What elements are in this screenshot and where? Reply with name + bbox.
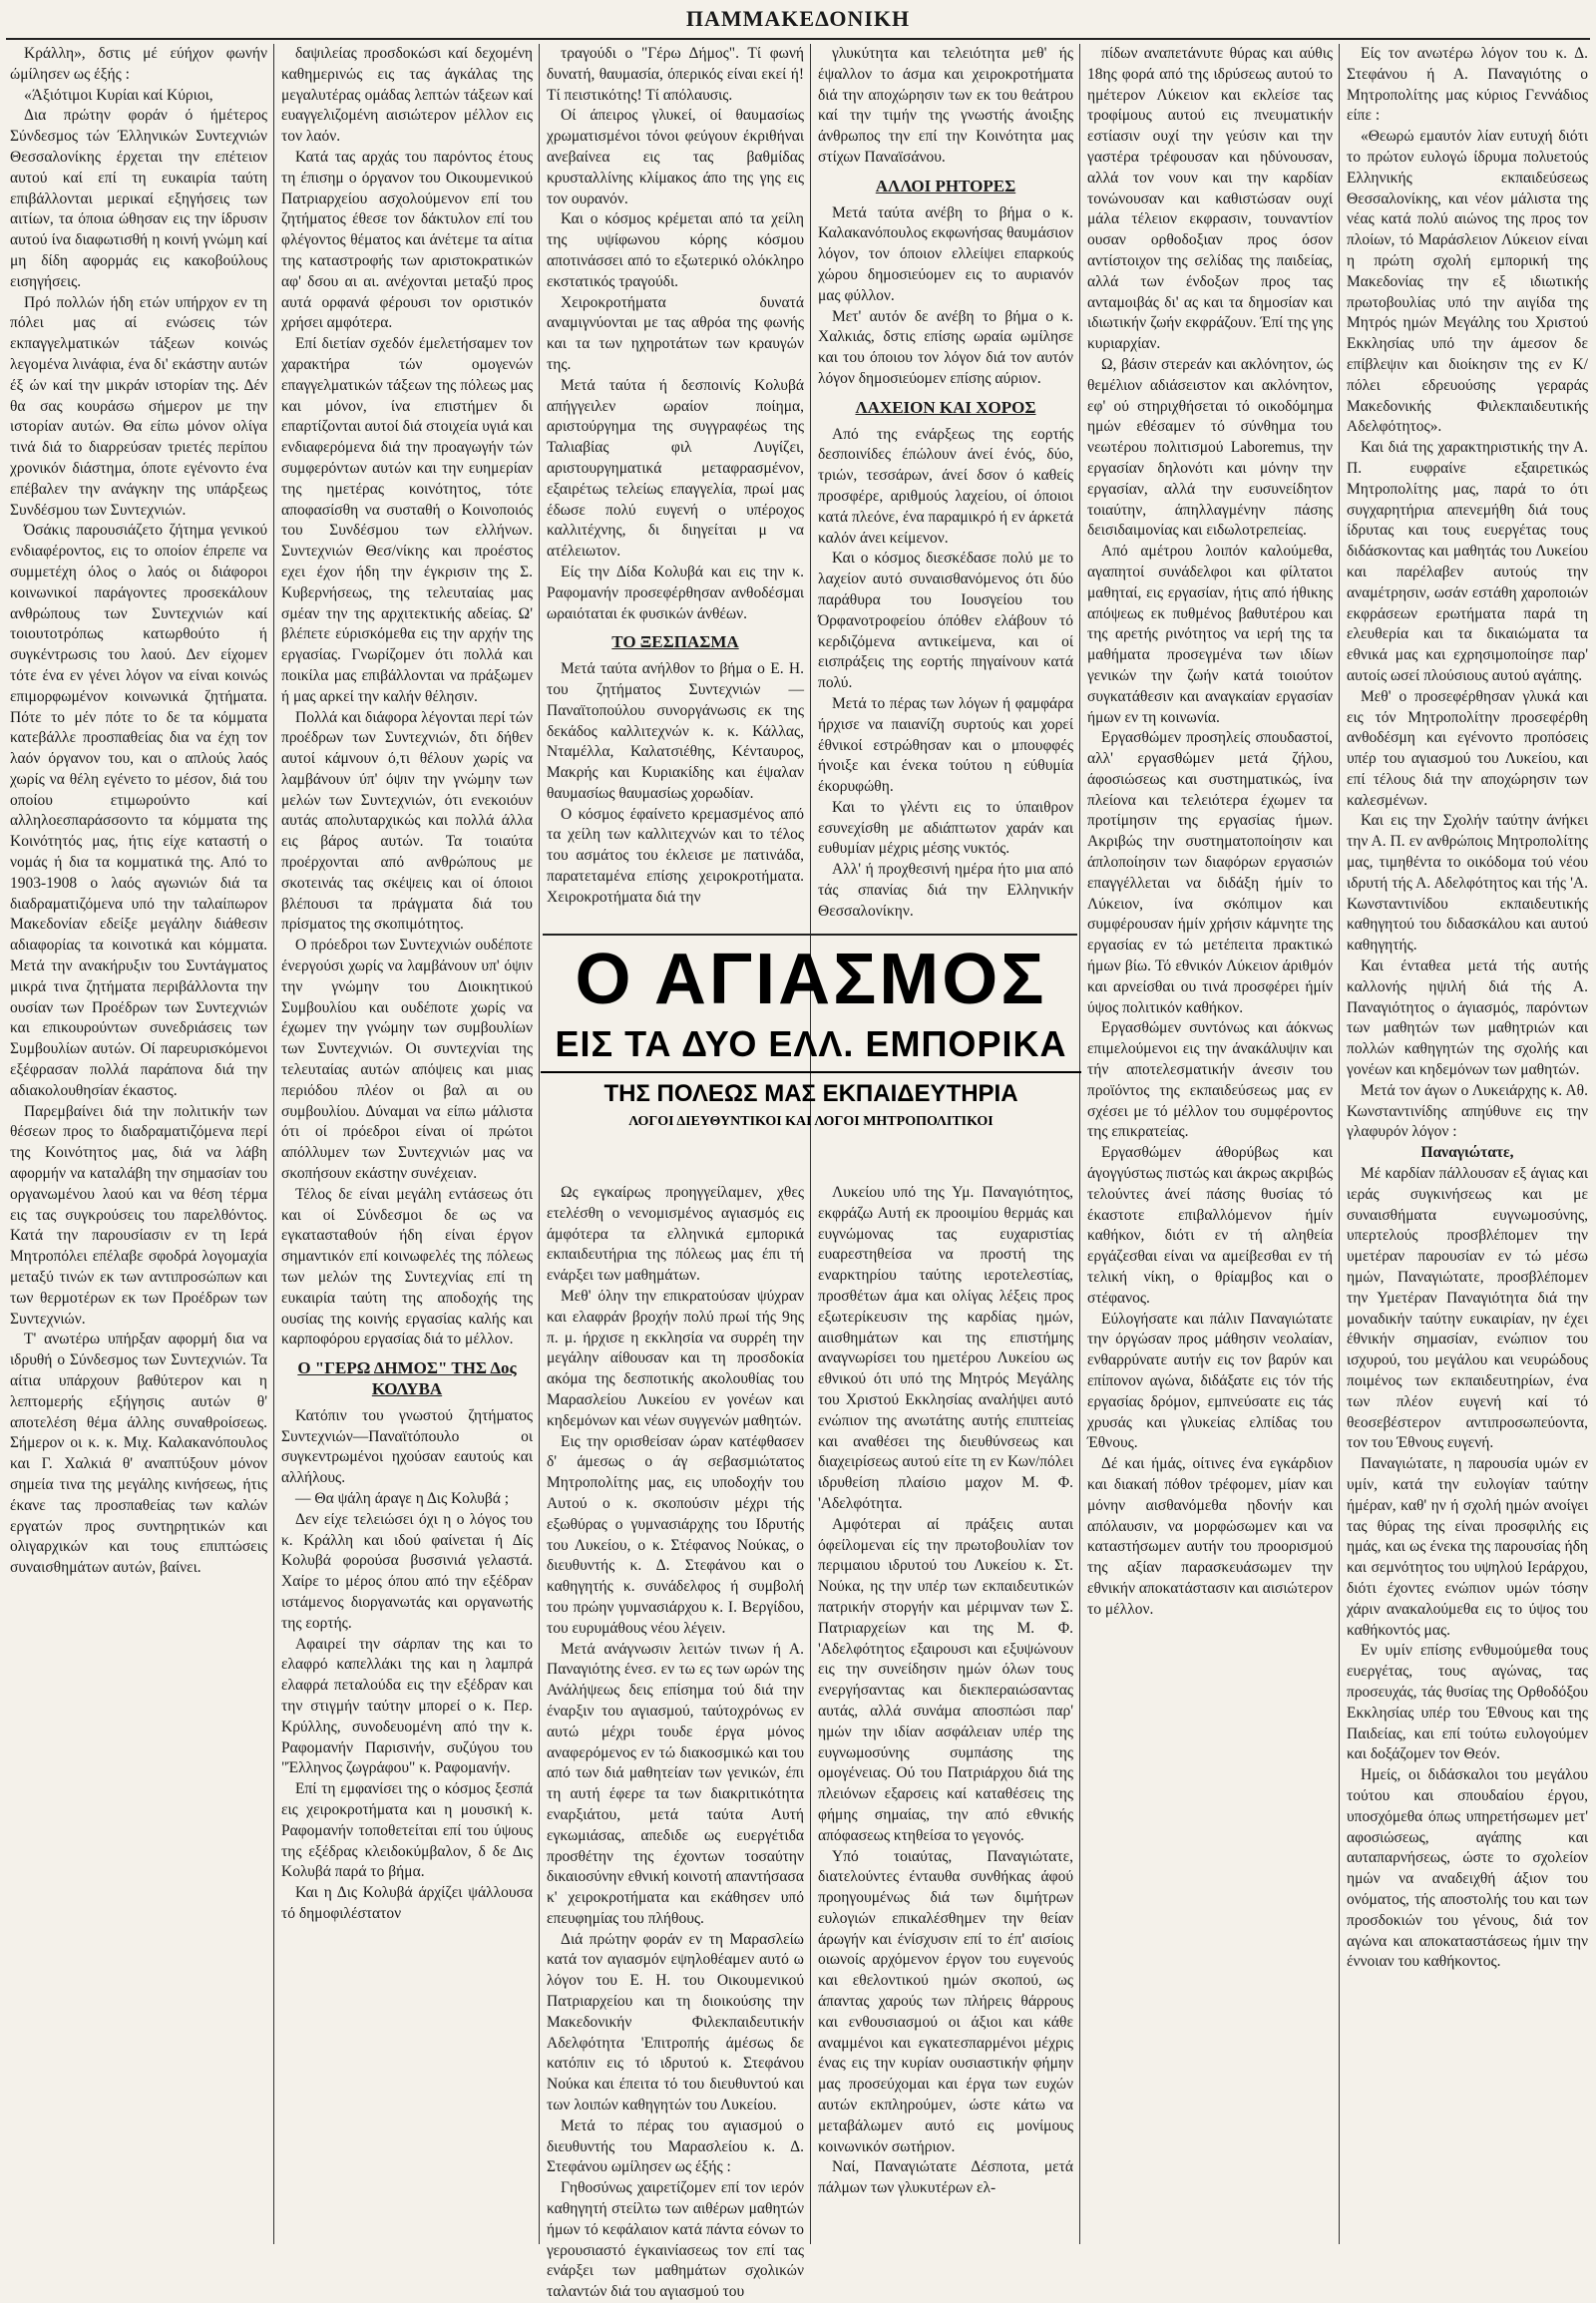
paragraph: Κράλλη», δστις μέ εύήχον φωνήν ώμίλησεν ως έξής : <box>10 45 267 83</box>
paragraph: Παναγιώτατε, η παρουσία υμών εν υμίν, κατά την ευλογίαν ταύτην ήμέραν, καθ' ην ή σχολή ημών ανοίγει τας θύρας της είναι προσφιλής εις ημάς, και ως ένεκα της παρουσίας ήδη και σεμνότητος του υψηλού Ιεράρχου, διότι έχοντες ενώπιον υμών τόσην χάριν ανακαλούμεθα εις το ύψος του καθήκοντός μας. <box>1347 1455 1588 1639</box>
column-6 <box>1347 44 1588 2246</box>
paragraph: Αφαιρεί την σάρπαν της και το ελαφρό καπελλάκι της και η λαμπρά ελαφρά πεταλούδα εις την εξέδραν και την στιγμήν ταύτην μπορεί ο κ. Περ. Κρύλλης, συνοδευομένη από την κ. Ραφομανήν Παρισινήν, συζύγου του "Έλληνος ζωγράφου" κ. Ραφομανήν. <box>281 1635 533 1777</box>
paragraph: Αμφότεραι αί πράξεις αυται όφείλομεναι είς την πρωτοβουλίαν τον περιμαιου ιδρυτού του Λυκείου κ. Στ. Νούκα, ης την υπέρ των εκπαιδευτικών πατρικήν στοργήν και μέριμναν των Σ. Πατριαρχείων και της Μ. Φ. 'Αδελφότητος εξαιρουσι και εξυψώνουν εις την συνείδησιν ημών όλων τους ενεργήσαντας και διεκπεραιώσαντας αυτάς, αλλά συνάμα αποσπώσι παρ' ημών την ιδίαν ασφάλειαν υπέρ της ευγνωμοσύνης συμπάσης της ομογένειας. Ού του Πατριάρχου διά της πλειόνων εξαρσεις καί καταθέσεις της φήμης σημαίας, την από εθνικής απόφασεως κτηθείσα το γεγονός. <box>818 1515 1073 1844</box>
paragraph: πίδων αναπετάνυτε θύρας και αύθις 18ης φορά από της ιδρύσεως αυτού το ημέτερον Λύκειον και εκλείσε τας τροφίμους αυτού εις πνευματικήν εστίασιν ουχί την γεύσιν και την γαστέρα τρέφουσαν και ηδύνουσαν, αλλά τον νουν και την καρδίαν τονώνουσαν και καθιστώσαν ουχί μάλα τέλειον εκφρασιν, τουναντίον ουσαν ορθοδοξιαν προς όσον αντίστοιχον της σελίδας της παιδείας, αλλά των ένδοξων προς τας ανταμοιβάς δι' ας και τα δημοσίαν και ιδιωτικήν ζωήν εκφράζουν. Έπί της γης κυριαρχίαν. <box>1087 45 1333 353</box>
paragraph: Μετά ταύτα ανήλθον το βήμα ο Ε. Η. του ζητήματος Συντεχνιών — Παναϊτοπούλου συνοργάνωσις εκ της δεκάδος καλλιτεχνών κ. κ. Κάλλας, Νταμέλλα, Καλατσιέθης, Κένταυρος, Μακρής και Κυριακίδης και έψαλαν θαυμασίως θαυμασίως χορωδίαν. <box>547 660 804 802</box>
column-rule <box>273 44 274 2244</box>
paragraph: Οί άπειρος γλυκεί, οί θαυμασίως χρωματισμένοι τόνοι φεύγουν έκριθήναι ανεβαίνεα εις τας βαθμίδας κρυσταλλίνης κλίμακος άπο της γης εις τον ουρανόν. <box>547 107 804 207</box>
section-heading: ΤΟ ΞΕΣΠΑΣΜΑ <box>611 632 739 652</box>
paragraph: Κατόπιν του γνωστού ζητήματος Συντεχνιών—Παναϊτόπουλο οι συγκεντρωμένοι ηχούσαν εαυτούς και αλλήλους. <box>281 1406 533 1487</box>
paragraph: Διά πρώτην φοράν εν τη Μαρασλείω κατά τον αγιασμόν εψηλοθέαμεν αυτό ω λόγον του Ε. Η. του Οικουμενικού Πατριαρχείου και τη διοικούσης την Μακεδονικήν Φιλεκπαιδευτικήν Αδελφότητα 'Επιτροπής άμέσως δε κατόπιν εις τό ιδρυτού κ. Στεφάνου Νούκα και έπειτα τό του διευθυντού και των λοιπών καθηγητών του Λυκείου. <box>547 1930 804 2114</box>
paragraph: Όσάκις παρουσιάζετο ζήτημα γενικού ενδιαφέροντος, εις το οποίον έπρεπε να συμμετέχη όλος ο λαός οι διάφοροι κοινωνικοί παράγοντες προσεκάλουν ανθρώπους των Συντεχνιών καί τοιουτοτρόπως κατωρθούτο ή συγκέντρωσις του λαού. Δεν είχομεν τότε ένα εν γένει λόγον να είναι κοινώς επιμορφωμένον κοινωνικά ζητήματα. Πότε το μέν πότε το δε τα κόμματα κατεβάλλε προσπαθείας δια να έχη τον λαόν όργανον του, και ο απλούς λαός χωρίς να θέλη εγένετο το μέσον, διά του οποίου ετιμωρούντο καί αλληλοεσπαράσσοντο τα κόμματα της Κοινότητός μας, ήτις είχε καταστή ο νομάς ή δια τα κομματικά της. Από το 1903-1908 ο λαός αγωνιών διά τα διαδραματιζόμενα υπό την ταλαίπωρον Μακεδονίαν εδείξε μεγάλην διάθεσιν αδιαφορίας τα κοινοτικά και κόμματα. Μετά την ανακήρυξιν του Συντάγματος μικρά τινα ζητήματα περιβάλλοντα την ουσίαν των Προέδρων των Συντεχνιών και επικουρούντων συνεδριάσεις των Συμβουλίων αυτών. Οί παρευρισκόμενοι εξέφρασαν πολλά παράπονα διά την αδιακολουθησίαν έκαστος. <box>10 522 267 1099</box>
paragraph: Δεν είχε τελειώσει όχι η ο λόγος του κ. Κράλλη και ιδού φαίνεται ή Δίς Κολυβά φορούσα βυσσινιά γελαστά. Χαίρε το μέρος όπου από την εξέδραν ιστάμενος διοργανωτάς και οργανωτής της εορτής. <box>281 1510 533 1632</box>
masthead: ΠΑΜΜΑΚΕΔΟΝΙΚΗ <box>685 6 911 31</box>
paragraph: Λυκείου υπό της Υμ. Παναγιότητος, εκφράζω Αυτή εκ προοιμίου θερμάς και ευγνώμονας τας ευχαριστίας ευαρεστηθείσα να προστή της εναρκτηρίου ταύτης ιεροτελεστίας, προσθέτων άμα και ολίγας λέξεις προς εξωτερίκευσιν της καρδίας ημών, αιισθημάτων και της επιστήμης αναγνωρίσει του ημετέρου Λυκείου ως εθνικού ότι υπό της Μητρός Μεγάλης του Χριστού Εκκλησίας αναλήψει αυτό ενώπιον της ανωτάτης αυτής επιπτείας και αναθέσει της διευθύνσεως και διαχειρίσεως αυτού είτε τη εν Κων/πόλει ιδρυθείση πλαίσιο μαχον Μ. Φ. 'Αδελφότητα. <box>818 1184 1073 1512</box>
paragraph: Μετά ανάγνωσιν λειτών τινων ή Α. Παναγιότης ένεσ. εν τω ες των ωρών της Ανάλήψεως δεις επίσημα τού διά την έναρξιν του αγιασμού, ταύτοχρόνως εν αυτώ μέχρι τουδε έργα μόνος αναφερόμενος εν τώ διακοσμικώ και του από των διά μαθητείαν των γενικών, έπι τη αυτή έφερε τα των διακριτικότητα εναρξιάτου, μετά ταύτα Αυτή εγκωμιάσας, απεδιδε ως ευεργέτιδα προσθέτην της έχοντων τοσαύτην δικαιοσύνην εθνική κοινοτή απαντήσασα κ' χειροκροτήματα και εκάθησεν υπό επευφημίας του πλήθους. <box>547 1640 804 1927</box>
paragraph: γλυκύτητα και τελειότητα μεθ' ής έψαλλον το άσμα και χειροκροτήματα διά την αποχώρησιν των εκ του θεάτρου καί την τιμήν της γνωστής άνοιξης άνθρωπος την επί την Κοινότητα μας στίχων Παναϊσάνου. <box>818 45 1073 166</box>
paragraph: Ο κόσμος έφαίνετο κρεμασμένος από τα χείλη των καλλιτεχνών και το τέλος του ασμάτος του έκλεισε με πατινάδα, παρατεταμένα επίσης χειροκροτήματα. Χειροκροτήματα διά την <box>547 805 804 906</box>
column-rule <box>539 44 540 2244</box>
column-3-bottom-paragraphs <box>547 1183 804 2303</box>
paragraph: Είς την Δίδα Κολυβά και εις την κ. Ραφομανήν προσεφέρθησαν ανθοδέσμαι ωραιόταται έκ φυσικών άνθέων. <box>547 563 804 622</box>
column-6-paragraphs <box>1347 44 1588 1973</box>
paragraph: δαψιλείας προσδοκώσι καί δεχομένη καθημερινώς εις τας άγκάλας της μεγαλυτέρας ομάδας λεπτών τάξεων καί ευαγγελιζομένη αισιώτερον μέλλον εις τον λαόν. <box>281 45 533 146</box>
paragraph: Ο πρόεδροι των Συντεχνιών ουδέποτε ένεργούσι χωρίς να λαμβάνουν υπ' όψιν την γνώμην του Διοικητικού Συμβουλίου και ουδέποτε χωρίς να έχωμεν την γνώμην των συμβουλίων των Συντεχνιών. Οι συντεχνίαι της τελευταίας αυτών απόψεις και μιας περιόδου πλέον οι βαλ αι ου συμβουλίου. Δύναμαι να είπω μάλιστα ότι οί πρόεδροι είναι οί πρώτοι απόλλυμεν των Συντεχνιών μας να σκοπήσουν εκάστην συνέχειαν. <box>281 937 533 1183</box>
paragraph: Από της ενάρξεως της εορτής δεσποινίδες έπώλουν άνεί ένός, δύο, τριών, τεσσάρων, άνεί δσον ό καθείς προσφέρε, αριθμούς λαχείου, οί όποιοι κατά πλεόνε, ένα παραμικρό ή εν άρκετά καλόν άνει κείμενον. <box>818 425 1073 547</box>
column-4-section1-paragraphs <box>818 203 1073 390</box>
paragraph: Ως εγκαίρως προηγγείλαμεν, χθες ετελέσθη ο νενομισμένος αγιασμός εις άμφότερα τα ελληνικά εμπορικά εκπαιδευτήρια της πόλεως μας έπι τή ενάρξει των μαθημάτων. <box>547 1184 804 1285</box>
column-2-section-paragraphs <box>281 1406 533 1925</box>
column-4-section2-paragraphs <box>818 425 1073 923</box>
paragraph: «Θεωρώ εμαυτόν λίαν ευτυχή διότι το πρώτον ευλογώ ίδρυμα πολυετούς Ελληνικής εκπαιδεύσεως Θεσσαλονίκης, και νέον μάλιστα της νέας κατά πολύ αιώνος της προς τον πλοίων, τό Μαράσλειον Λύκειον είναι η πρώτη σχολή εμπορική της Μακεδονίας την εξ ιδιωτικής πρωτοβουλίας υπό την αιγίδα της Μητρός ημών Μεγάλης του Χριστού Εκκλησίας υπό την άμεσον δε επίβλεψιν και διοίκησιν της εν Κ/πόλει εδρευούσης γεραράς Μακεδονικής Φιλεκπαιδευτικής Αδελφότητος». <box>1347 128 1588 436</box>
paragraph: Εύλογήσατε και πάλιν Παναγιώτατε την όργώσαν προς μάθησιν νεολαίαν, ενθαρρύνατε αυτήν εις τον βαρύν και επίπονον αγώνα, διδάξατε εις τόν τής εργασίας δρόμον, εμπνεύσατε εις τάς χρυσάς και γλυκείας ελπίδας του Έθνους. <box>1087 1310 1333 1452</box>
paragraph: Εις την ορισθείσαν ώραν κατέφθασεν δ' άμεσως ο άγ σεβασμιώτατος Μητροπολίτης μας, εις υποδοχήν του Αυτού ο κ. σκοπούσιν μέχρι τής εξωθύρας ο γυμνασιάρχης του Ιδρυτής του Λυκείου, ο κ. Στέφανος Νούκας, ο διευθυντής κ. Δ. Στεφάνου και ο καθηγητής κ. συνάδελφος ή συμβολή του πρώην γυμνασιάρχου κ. Ι. Βεργίδου, του ευρυμάθους νέου λέγειν. <box>547 1432 804 1637</box>
column-1 <box>10 44 267 2246</box>
paragraph: «Άξιότιμοι Κυρίαι καί Κύριοι, <box>24 86 213 104</box>
column-4-bottom-paragraphs <box>818 1183 1073 2199</box>
column-1-paragraphs <box>10 44 267 1579</box>
headline-subtitle-2: ΤΗΣ ΠΟΛΕΩΣ ΜΑΣ ΕΚΠΑΙΔΕΥΤΗΡΙΑ <box>541 1071 1081 1109</box>
paragraph: Παναγιώτατε, <box>1420 1144 1514 1162</box>
paragraph: Γηθοσύνως χαιρετίζομεν επί τον ιερόν καθηγητή στείλτω των αιθέρων μαθητών ήμων τό κεφάλαιον κατά πάντα εόνων το γερουσιαστό έγκαινίασεως τον επί τας ενάρξει των μαθημάτων σχολικών ταλαντών διά του αγιασμού του <box>547 2179 804 2301</box>
paragraph: Από αμέτρου λοιπόν καλούμεθα, αγαπητοί συνάδελφοι και φίλτατοι μαθηταί, εις εργασίαν, ήτις από ήθικης απόψεως εκ πυθμένος βαθυτέρου και της αρετής ρινότητος να ιερή της τα μαθήματα προσεγμένα των ιδίων γενικών την ζωήν κατά τοιούτον συγκατάθεσιν και αναγκαίαν εργασίαν ήμων εν τη κοινωνία. <box>1087 543 1333 726</box>
paragraph: Επί διετίαν σχεδόν έμελετήσαμεν τον χαρακτήρα τών ομογενών επαγγελματικών τάξεων της πόλεως μας και μόνον, ίνα επιστήμεν δι επαρτίζονται αυτοί διά στοιχεία υγιά και ενδιαφερόμενα διά την προαγωγήν τών συμφερόντων αυτών και την ευημερίαν της ημετέρας κοινότητος, τότε αποφασίσθη να συσταθή ο Κοινοποιός του Συνδέσμου των ελλήνων. Συντεχνιών Θεσ/νίκης και προέστος εχει έχον ήδη την έγκρισιν της Σ. Κυβερνήσεως, της τελευταίας μας σμέαν την της αρχιτεκτικής αδείας. Ω' βλέπετε εύρισκόμεθα εις την αρχήν της εργασίας. Γνωρίζομεν ότι πολλά και ποικίλα μας επιβάλλονται να πράξωμεν ή μας αρκεί την καλήν θέλησιν. <box>281 335 533 705</box>
paragraph: Πολλά και διάφορα λέγονται περί τών προέδρων των Συντεχνιών, δτι δήθεν αυτοί κάμνουν ό,τι θέλουν χωρίς να λαμβάνουν ύπ' όψιν την γνώμην των μελών των Συντεχνιών, ότι ενεκοιόυν αυτάς απολυταρχικώς και πολλά άλλα εις βάρος αυτών. Τα τοιαύτα προέρχονται από ανθρώπους με σκοτεινάς τας σκέψεις και οί όποιοι βλέπουσι τα πράγματα διά του πρίσματος της σκοπιμότητος. <box>281 708 533 934</box>
column-2 <box>281 44 533 2246</box>
paragraph: Ω, βάσιν στερεάν και ακλόνητον, ώς θεμέλιον αδιάσειστον και ακλόνητον, εφ' ού στηριχθήσεται τό οικοδόμημα ημών εθέσαμεν τό σύνθημα του νεωτέρου πολιτισμού Laboremus, την εργασίαν δηλονότι και μόνην την εργασίαν, αλλά την ευσυνείδητον τοιαύτην, άπηλλαγμένην πάσης δεισιδαιμονίας και ειδωλοτρεπείας. <box>1087 355 1333 540</box>
paragraph: Ημείς, οι διδάσκαλοι του μεγάλου τούτου και σπουδαίου έργου, υποσχόμεθα όπως υπηρετήσωμεν μετ' αφοσιώσεως, αγάπης και αυταπαρνήσεως, ώστε το σχολείον ημών να αναδειχθή άξιον του ονόματος, τής αποστολής του και των προσδοκιών του γένους, διά τον αγώνα και αποκαταστάσεως ήμιν την έννοιαν του καθήκοντος. <box>1347 1766 1588 1971</box>
paragraph: Μέ καρδίαν πάλλουσαν εξ άγιας και ιεράς συγκινήσεως και με συναισθήματα ευγνωμοσύνης, υπερτελούς προσβλέπομεν την υμετέραν παρουσίαν εν τώ μέσω ημών, Παναγιώτατε, προσβλέπομεν την Υμετέραν Παναγιότητα διά την μοναδικήν ταύτην ευκαιρίαν, ην έχει έθνικήν σημασίαν, ενώπιον του ισχυρού, του μεγάλου και νευρώδους ποιμένος των εκπαιδευτηρίων, ένα των πλέον ευγενή καί τό θεοσεβέστερον αντιπροσωπεύοντα, τον του Έθνους ευγενή. <box>1347 1165 1588 1452</box>
paragraph: Και ο κόσμος κρέμεται από τα χείλη της υψίφωνου κόρης κόσμου αποτινάσσει από το εξωτερικό ολόκληρο εκστατικός τραγούδι. <box>547 210 804 290</box>
paragraph: Μετ' αυτόν δε ανέβη το βήμα ο κ. Χαλκιάς, δστις επίσης ωραία ωμίλησε και του όποιου τον λόγον διά τον αυτόν λόγον δημοσιεύομεν επίσης αύριον. <box>818 307 1073 387</box>
paragraph: Και διά της χαρακτηριστικής την Α. Π. ευφραίνε εξαιρετικώς Μητροπολίτης μας, παρά το ότι συγχαρητήρια απενεμήθη διά τους ίδρυτας και τους ευεργέτας τους διδάσκοντας και μαθητάς του Λυκείου και παρέλαβεν αυτούς την αναμέτρησιν, ωσάν εστάθη χαροποιών εκφράσεων ερωτήματα παρά τη ελευθερία και τα δικαιώματα τα εθνικά μας και εχρησιμοποίησε παρ' αυτοίς ωσεί πλούσιους αυτού αγάπης. <box>1347 439 1588 684</box>
paragraph: Εν υμίν επίσης ενθυμούμεθα τους ευεργέτας, τους αγώνας, τας προσευχάς, τάς θυσίας της Ορθοδόξου Εκκλησίας υπέρ του Έθνους και της Παιδείας, και επί τούτω ευλογούμεν και δοξάζομεν τον Θεόν. <box>1347 1642 1588 1763</box>
column-4-top <box>818 44 1073 932</box>
column-2-paragraphs <box>281 44 533 1350</box>
paragraph: Μετά ταύτα ή δεσποινίς Κολυβά απήγγειλεν ωραίον ποίημα, αριστούργημα της συγγραφέως της Ταλιαβίας φιλ Λυγίζει, αριστουργηματικά μεταφρασμένον, εξαιρέτως τελείως επαγγελία, πρωί μας έδωσε πολύ ευγενή ο υπέροχος καλλιτέχνης, δι διηγείται μ να ατέλειωτον. <box>547 376 804 561</box>
paragraph: Εργασθώμεν συντόνως και άόκνως επιμελούμενοι εις την άνακάλυψιν και τήν αποτελεσματικήν άνεσιν του προϊόντος της εκπαιδεύσεως μας εν σχέσει με τό μέλλον του συμφέροντος της επικρατείας. <box>1087 1019 1333 1141</box>
paragraph: Αλλ' ή προχθεσινή ημέρα ήτο μια από τάς σπανίας διά την Ελληνικήν Θεσσαλονίκην. <box>818 861 1073 920</box>
paragraph: Και η Δις Κολυβά άρχίζει ψάλλουσα τό δημοφιλέστατον <box>281 1884 533 1922</box>
paragraph: — Θα ψάλη άραγε η Δις Κολυβά ; <box>295 1489 510 1507</box>
paragraph: Μετά τον άγων ο Λυκειάρχης κ. Αθ. Κωνσταντινίδης απηύθυνε εις την γλαφυρόν λόγον : <box>1347 1081 1588 1141</box>
paragraph: Δια πρώτην φοράν ό ήμέτερος Σύνδεσμος τών Έλληνικών Συντεχνιών Θεσσαλονίκης έρχεται την επέτειον αυτού καί επί τη ευκαιρία ταύτη επιβάλλονται μερικαί εξηγήσεις των αιτίων, τα όποια ώθησαν εις την ίδρυσιν αυτού ίνα διαφωτισθή η κοινή γνώμη καί μη δίδη αφορμάς εις κακοβούλους εισηγήσεις. <box>10 107 267 290</box>
paragraph: Δέ και ήμάς, οίτινες ένα εγκάρδιον και διακαή πόθον τρέφομεν, μίαν και μόνην αισθανόμεθα ηδονήν και απόλαυσιν, να μορφώσωμεν και να καταστήσωμεν αυτήν του προορισμού της αξίαν παρασκευάσωμεν την εθνικήν αποκατάστασιν και αισιώτερον το μέλλον. <box>1087 1455 1333 1618</box>
column-5 <box>1087 44 1333 2246</box>
paragraph: Μεθ' όλην την επικρατούσαν ψύχραν και ελαφράν βροχήν πολύ πρωί τής 9ης π. μ. ήρχισε η εκκλησία να συρρέη την μεγάλην αίθουσαν και τη προσδοκία ακόμα της δεσποτικής ακολουθίας του Μαρασλείου Λυκείου εν γονέων και κηδεμόνων και νέων συγγενών μαθητών. <box>547 1287 804 1429</box>
headline-top-rule <box>543 934 1077 936</box>
headline-block <box>541 938 1081 1172</box>
headline-subtitle: ΕΙΣ ΤΑ ΔΥΟ ΕΛΛ. ΕΜΠΟΡΙΚΑ <box>555 1023 1067 1064</box>
paragraph: Και το γλέντι εις το ύπαιθρον εσυνεχίσθη με αδιάπτωτον χαράν και ευθυμίαν μέχρις μέσης νυκτός. <box>818 798 1073 858</box>
paragraph: Μεθ' ο προσεφέρθησαν γλυκά και εις τόν Μητροπολίτην προσεφέρθη ανθοδέσμη και εγένοντο προπόσεις υπέρ του αγιασμού του Λυκείου, και επί τέλους διά την αποχώρησιν των καλεσμένων. <box>1347 687 1588 809</box>
column-3-top-paragraphs <box>547 44 804 624</box>
section-heading: ΑΛΛΟΙ ΡΗΤΟΡΕΣ <box>875 176 1016 195</box>
paragraph: τραγούδι ο "Γέρω Δήμος". Τί φωνή δυνατή, θαυμασία, όπερικός είναι εκεί ή! Τί πειστικότης! Τί απόλαυσις. <box>547 45 804 104</box>
section-heading: ΛΑΧΕΙΟΝ ΚΑΙ ΧΟΡΟΣ <box>855 397 1036 417</box>
paragraph: Επί τη εμφανίσει της ο κόσμος ξεσπά εις χειροκροτήματα και η μουσική κ. Ραφομανήν τοποθετείται επί του ύψους της εξέδρας κλειδοκύμβαλον, δ δε Δις Κολυβά παρά το βήμα. <box>281 1780 533 1881</box>
paragraph: Υπό τοιαύτας, Παναγιώτατε, διατελούντες ένταυθα συνθήκας άφού προηγουμένως διά των διμήτρων ευλογιών επικαλέσθημεν την θείαν άρωγήν και ένίσχυσιν επί το έπ' αισίοις οιωνοίς αρχόμενον έργον του ευγενούς και εθελοντικού ημών σκοπού, ως άπαντας χαρούς των πλήρεις θάρρους και ενθουσιασμού οι άξιοι και κάθε αναμμένοι και εγκατεσπαρμένοι μέχρις ένας εις την κυρίαν ουσιαστικήν φήμην μας προσεύχομαι και έργα των ευχών αυτών εκπληρούμεν, ώστε κάτω να μεταβάλωμεν αυτό εις μονίμους κοινωνικόν σωτήριον. <box>818 1847 1073 2155</box>
headline-subtitle-3: ΛΟΓΟΙ ΔΙΕΥΘΥΝΤΙΚΟΙ ΚΑΙ ΛΟΓΟΙ ΜΗΤΡΟΠΟΛΙΤΙΚΟΙ <box>628 1114 994 1129</box>
masthead-rule <box>6 38 1590 40</box>
headline-title: Ο ΑΓΙΑΣΜΟΣ <box>575 940 1047 1019</box>
column-rule <box>1339 44 1340 2244</box>
column-3-section-paragraphs <box>547 659 804 909</box>
paragraph: Παρεμβαίνει διά την πολιτικήν των θέσεων προς το διαδραματιζόμενα περί της Κοινότητος μας, διά να λάβη αφορμήν να καταλάβη την σημασίαν του οργανωμένου λαού και να θέση τέρμα εις τας συγκρούσεις του παρελθόντος. Κατά την παρουσίασιν εν τη Ιερά Μητροπόλει επέλαβε σφοδρά λογομαχία μεταξύ τινών εκ των αντιπροσώπων και των θερμοτέρων εκ των Προέδρων των Συντεχνιών. <box>10 1102 267 1328</box>
column-4-bottom <box>818 1183 1073 2246</box>
paragraph: Τ' ανωτέρω υπήρξαν αφορμή δια να ιδρυθή ο Σύνδεσμος των Συντεχνιών. Τα αίτια υπάρχουν βαθύτερον και η λεπτομερής εξήγησις αυτών θ' αποτελέση θέμα άλλης συναθροίσεως. Σήμερον οι κ. κ. Μιχ. Καλακανόπουλος και Γ. Χαλκιά θ' αναπτύξουν μόνον σημεία τινα της μεγάλης κινήσεως, ήτις έκανε τας προσπαθείας των καλών εργατών προς συντηρητικών και ολιγαρχικών και τους επιπτώσεις συναισθημάτων αυτών, βαίνει. <box>10 1331 267 1577</box>
paragraph: Εργασθώμεν προσηλείς σπουδαστοί, αλλ' εργασθώμεν μετά ζήλου, άφοσιώσεως και συστηματικώς, ίνα πλείονα και τελειότερα έχωμεν τα προτίμησιν της εργασίας ήμων. Ακριβώς την συστηματοποίησιν και άπλοποίησιν των διαφόρων εργασιών επαγγέλλεται να διδάξη ήμίν το Λύκειον, ίνα σκόπιμον και συμφέρουσαν ήμίν χρήσιν κάμνητε της εργασίας εν τώ μετέπειτα πρακτικώ ήμων βίω. Τό εθνικόν Λύκειον άριθμόν και αρνείσθαι ου τινά προσφέρει ήμίν ύψος πολιτικόν καθήκον. <box>1087 729 1333 1016</box>
paragraph: Και εις την Σχολήν ταύτην άνήκει την Α. Π. εν ανθρώποις Μητροπολίτης μας, τιμηθέντα το οικόδομα τού νέου ιδρυτή τής Α. Αδελφότητος και τής 'Α. Κωνσταντινίδου εκπαιδευτικής καθηγητού του διδασκάλου και αυτού καθηγητής. <box>1347 812 1588 955</box>
paragraph: Μετά το πέρας των λόγων ή φαμφάρα ήρχισε να παιανίζη συρτούς και χορεί έθνικοί εστρώθησαν και ο μπουφφές ήνοιξε και ένεκα τούτου η εύθυμία έκορυφώθη. <box>818 694 1073 796</box>
paragraph: Πρό πολλών ήδη ετών υπήρχον εν τη πόλει μας αί ενώσεις τών εκπαγγελματικών τάξεων κοινώς λεγομένα λινάφια, ένα δι' εκάστην αυτών έξ ών καί την μικράν ιστορίαν της. Δέν θα σας κουράσω σήμερον με την ιστορίαν αυτών. Θα είπω μόνον ολίγα τινά διά το διαρρεύσαν τριετές περίπου χρονικόν διάστημα, όποτε εγένοντο ένα επέβαλεν την ανάγκην της υπάρξεως Συνδέσμου των Συντεχνιών. <box>10 293 267 519</box>
paragraph: Εργασθώμεν άθορύβως και άγογγύστως πιστώς και άκρως ακριβώς τελούντες άνεί πάσης θυσίας τό έκαστοτε επιβαλλόμενον ήμίν καθήκον, διότι εν τή αληθεία εργάζεσθαι είναι να αμείβεσθαι εν τή τελική νίκη, ο θρίαμβος και ο στέφανος. <box>1087 1144 1333 1307</box>
paragraph: Και ένταθεα μετά τής αυτής καλλονής ηψιλή διά τής Α. Παναγιότητος ο άγιασμός, παρόντων των μαθητών των μαθητριών και πολλών καθηγητών της σχολής και γονέων και κηδεμόνων των μαθητών. <box>1347 958 1588 1079</box>
paragraph: Κατά τας αρχάς του παρόντος έτους τη έπισημ ο όργανον του Οικουμενικού Πατριαρχείου ασχολούμενον επί του ζητήματος έθεσε τον δάκτυλον επί του φλέγοντος θέματος και άνέτεμε τα αίτια της καταστροφής των αριστοκρατικών αφ' δσου αι αι. ανέχονται μεταξύ προς αυτά ορφανά φέρουσι τον οριστικόν χρήσει αμφότερα. <box>281 148 533 332</box>
paragraph: Είς τον ανωτέρω λόγον του κ. Δ. Στεφάνου ή Α. Παναγιότης ο Μητροπολίτης μας κύριος Γεννάδιος είπε : <box>1347 45 1588 125</box>
paragraph: Ναί, Παναγιώτατε Δέσποτα, μετά πάλμων των γλυκυτέρων ελ- <box>818 2158 1073 2197</box>
paragraph: Και ο κόσμος διεσκέδασε πολύ με το λαχείον αυτό συναισθανόμενος ότι δύο παράθυρα του Ιουσγείου του Όρφανοτροφείου όπόθεν ελάβουν τό κερδιζόμενα αντικείμενα, και οί εισπράξεις της εορτής πηγαίνουν κατά πολύ. <box>818 550 1073 692</box>
column-4-top-paragraphs <box>818 44 1073 169</box>
column-3-bottom <box>547 1183 804 2301</box>
paragraph: Μετά το πέρας του αγιασμού ο διευθυντής του Μαρασλείου κ. Δ. Στεφάνου ωμίλησεν ως έξής : <box>547 2116 804 2176</box>
paragraph: Χειροκροτήματα δυνατά αναμιγνύονται με τας αθρόα της φωνής και τα των ηχηροτάτων των κραυγών της. <box>547 293 804 373</box>
section-heading: Ο "ΓΕΡΩ ΔΗΜΟΣ" ΤΗΣ Δος ΚΟΛΥΒΑ <box>297 1358 517 1398</box>
column-5-paragraphs <box>1087 44 1333 1621</box>
paragraph: Μετά ταύτα ανέβη το βήμα ο κ. Καλακανόπουλος εκφωνήσας θαυμάσιον λόγον, τον όποιον ελλείψει επαρκούς χώρου δημοσιεύομεν εις το αυριανόν μας φύλλον. <box>818 203 1073 304</box>
column-3-top <box>547 44 804 932</box>
paragraph: Τέλος δε είναι μεγάλη εντάσεως ότι και οί Σύνδεσμοι δε ως να εγκατασταθούν ήδη είναι έργον σημαντικόν επί κοινωφελές της πόλεως των μελών της Συντεχνίας επί τη ευκαιρία ταύτη της αποδοχής της ουσίας της κοινής εργασίας καλής και καρποφόρου εργασίας διά το μέλλον. <box>281 1185 533 1348</box>
